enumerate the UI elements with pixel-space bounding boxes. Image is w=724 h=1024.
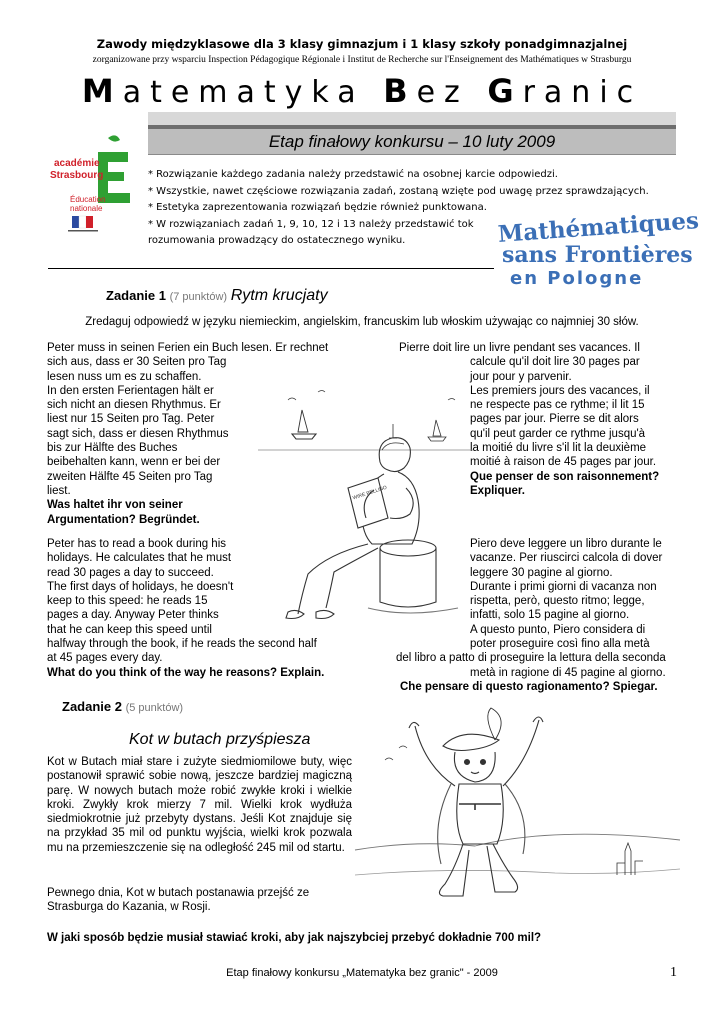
task2-heading: Zadanie 2 (5 punktów) <box>62 699 184 714</box>
logo-text-1: académie <box>54 158 100 169</box>
stage-banner: Etap finałowy konkursu – 10 luty 2009 <box>148 125 676 155</box>
page-title: Matematyka Bez Granic <box>81 72 643 110</box>
task2-paragraph-1: Kot w Butach miał stare i zużyte siedmiomilowe buty, więc postanowił sprawić sobie nową, jeszcze bardziej magiczną parę. W nowych butach może robić zwykłe kroki i wielkie kroki. Zwykły krok mierzy 7 mil. Wielki krok wydłuża siedmiokrotnie już przebyty dystans. Jeśli Kot znajduje się na przykład 35 mil od punktu wyjścia, wielki krok pozwala mu na przemieszczenie się na odległość 245 mil od startu. <box>47 756 352 854</box>
puss-in-boots-illustration <box>355 700 680 925</box>
msf-line-3: en Pologne <box>510 268 644 289</box>
rule-item: * W rozwiązaniach zadań 1, 9, 10, 12 i 13 należy przedstawić tok <box>148 218 474 230</box>
page-footer: Etap finałowy konkursu „Matematyka bez granic" - 2009 <box>226 967 498 979</box>
organizers-line: zorganizowane przy wsparciu Inspection Pédagogique Régionale i Institut de Recherche sur l'Enseignement des Mathématiques w Strasburgu <box>92 55 632 65</box>
task1-english: Peter has to read a book during his holidays. He calculates that he must read 30 pages a day to succeed. The first days of holidays, he doesn't keep to this speed: he reads 15 pages a day. Anyway Peter thinks that he can keep this speed until halfway through the book, if he reads the second half at 45 pages every day. What do you think of the way he reasons? Explain. <box>47 538 325 679</box>
task1-german: Peter muss in seinen Ferien ein Buch lesen. Er rechnet sich aus, dass er 30 Seiten pro Tag lesen nuss um es zu schaffen. In den ersten Ferientagen hält er sich nicht an diesen Rhythmus. Er liest nur 15 Seiten pro Tag. Peter sagt sich, dass er diesen Rhythmus bis zur Hälfte des Buches beibehalten kann, wenn er bei der zweiten Hälfte 45 Seiten pro Tag liest. Was haltet ihr von seiner Argumentation? Begründet. <box>47 342 329 526</box>
rule-item: * Estetyka zaprezentowania rozwiązań będzie również punktowana. <box>148 202 487 213</box>
academie-strasbourg-logo <box>50 130 140 240</box>
task1-french: Pierre doit lire un livre pendant ses vacances. Il calcule qu'il doit lire 30 pages par jour pour y parvenir. Les premiers jours des vacances, il ne respecte pas ce rythme; il lit 15 pages par jour. Pierre se dit alors qu'il peut garder ce rythme jusqu'à la moitié du livre s'il lit la deuxième moitié à raison de 45 pages par jour. Que penser de son raisonnement? Expliquer. <box>399 342 660 497</box>
task2-question: W jaki sposób będzie musiał stawiać kroki, aby jak najszybciej przebyć dokładnie 700 mil? <box>47 932 542 944</box>
task1-italian: Piero deve leggere un libro durante le vacanze. Per riuscirci calcola di dover leggere 30 pagine al giorno. Durante i primi giorni di vacanza non rispetta, però, questo ritmo; legge, infatti, solo 15 pagine al giorno. A questo punto, Piero considera di poter proseguire così fino alla metà del libro a patto di proseguire la lettura della seconda metà in ragione di 45 pagine al giorno. Che pensare di questo ragionamento? Spiegar. <box>396 538 666 693</box>
boy-reading-illustration <box>258 380 473 630</box>
task2-paragraph-2: Pewnego dnia, Kot w butach postanawia przejść ze Strasburga do Kazania, w Rosji. <box>47 887 310 914</box>
task1-instruction: Zredaguj odpowiedź w języku niemieckim, angielskim, francuskim lub włoskim używając co najmniej 30 słów. <box>85 316 639 328</box>
book-cover-text: WIRE PELLINO <box>352 484 388 502</box>
rule-item: * Wszystkie, nawet częściowe rozwiązania zadań, zostaną wzięte pod uwagę przez sprawdzających. <box>148 185 649 197</box>
msf-line-1: Mathématiques <box>497 206 700 248</box>
logo-text-3: Éducation <box>70 195 106 204</box>
rule-item: * Rozwiązanie każdego zadania należy przedstawić na osobnej karcie odpowiedzi. <box>148 169 558 180</box>
header-bar <box>148 112 676 125</box>
page-number: 1 <box>670 965 677 980</box>
logo-text-2: Strasbourg <box>50 170 104 181</box>
task2-title: Kot w butach przyśpiesza <box>129 731 311 748</box>
logo-text-4: nationale <box>70 204 103 213</box>
msf-pologne-logo <box>494 206 700 289</box>
divider <box>48 268 494 269</box>
msf-line-2: sans Frontières <box>502 242 693 268</box>
competition-header: Zawody międzyklasowe dla 3 klasy gimnazjum i 1 klasy szkoły ponadgimnazjalnej <box>96 37 628 51</box>
task1-heading: Zadanie 1 (7 punktów) Rytm krucjaty <box>106 287 328 304</box>
rule-item: rozumowania prowadzący do ostatecznego wyniku. <box>148 235 406 246</box>
